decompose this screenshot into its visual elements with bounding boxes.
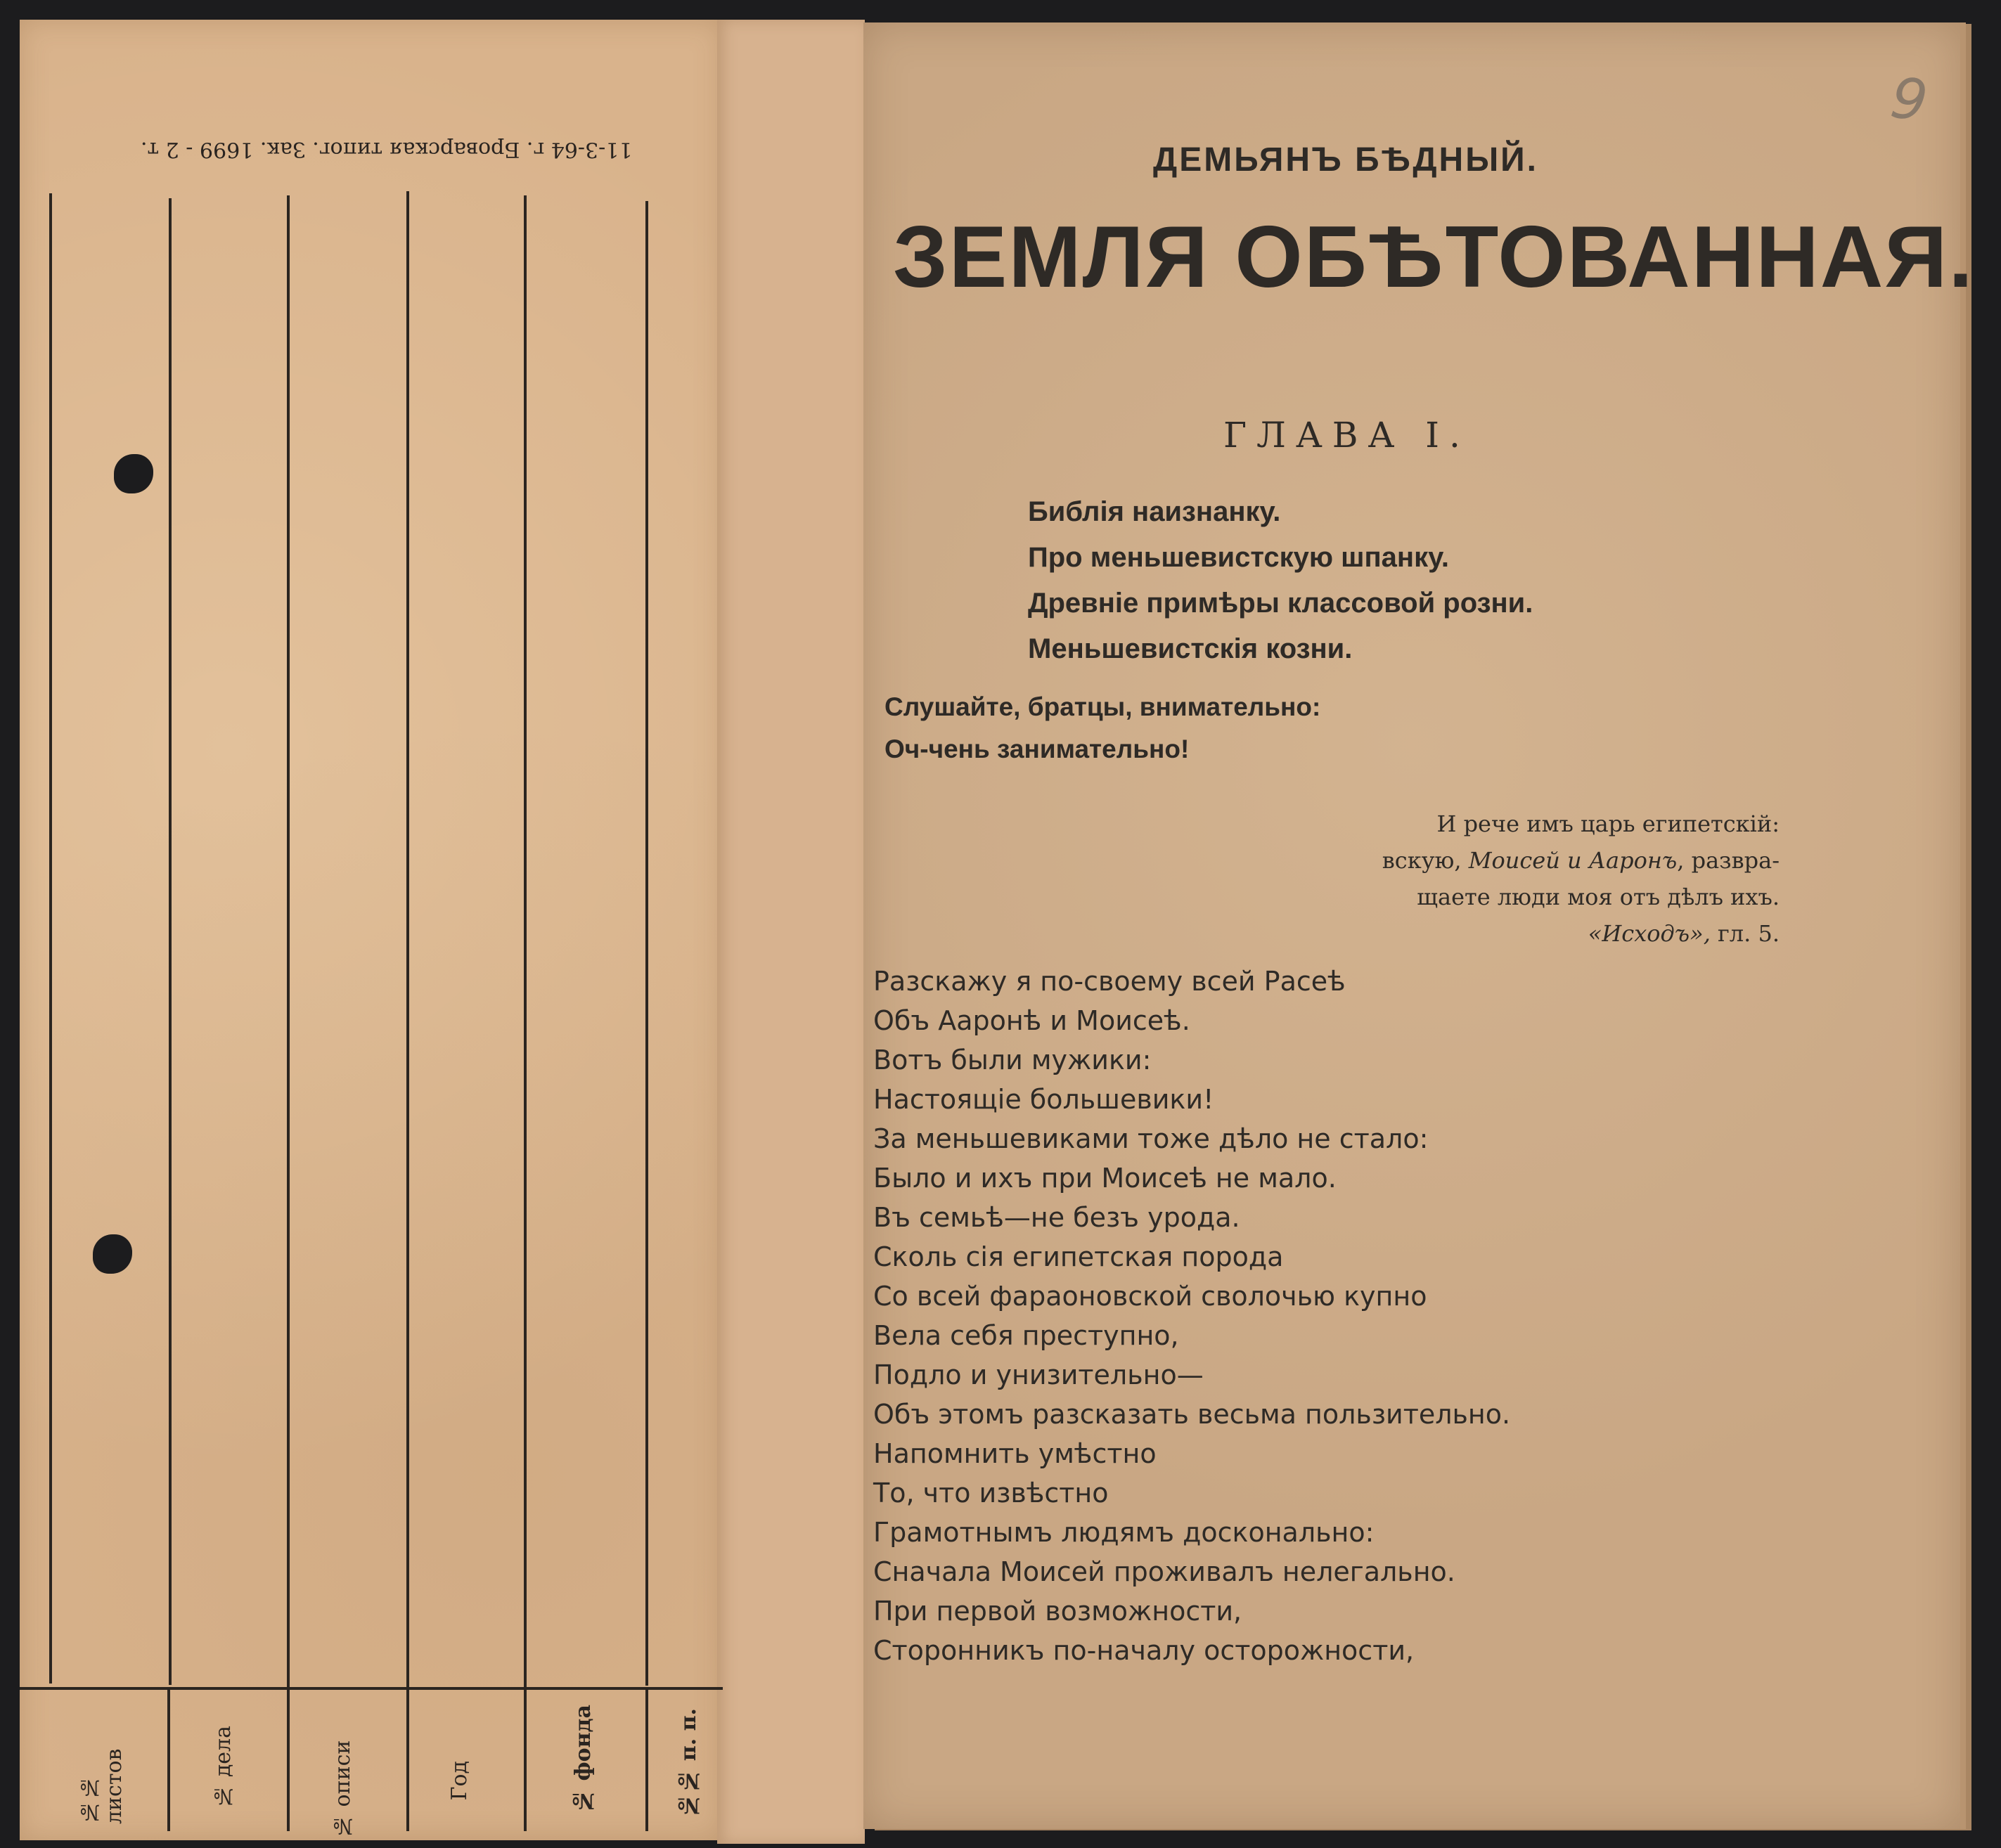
author-name: ДЕМЬЯНЪ БѢДНЫЙ. — [1153, 141, 1539, 179]
epigraph-source-book: «Исходъ», — [1588, 920, 1711, 947]
form-header-divider — [406, 1687, 409, 1831]
book-title: ЗЕМЛЯ ОБѢТОВАННАЯ. — [893, 209, 1974, 306]
poem-line: За меньшевиками тоже дѣло не стало: — [873, 1123, 1429, 1154]
form-imprint: 11-3-64 г. Броварская типог. Зак. 1699 - 2 т. — [141, 137, 633, 162]
form-rule — [169, 198, 172, 1685]
poem-line: Сторонникъ по-началу осторожности, — [873, 1635, 1415, 1666]
epigraph-names: Моисей и Ааронъ — [1468, 847, 1678, 874]
archive-form-sheet — [20, 20, 723, 1840]
epigraph-source — [1382, 915, 1780, 952]
poem-line: Разскажу я по-своему всей Расеѣ — [873, 966, 1346, 997]
form-col-fond: № фонда — [571, 1705, 596, 1813]
form-col-year: Год — [447, 1761, 472, 1801]
form-col-number: №№ п. п. — [676, 1708, 701, 1818]
form-header-rule — [20, 1687, 723, 1690]
form-rule — [524, 195, 527, 1687]
poem-body — [873, 962, 1510, 1670]
poem-line: Вела себя преступно, — [873, 1320, 1179, 1351]
intro-line: Оч-чень занимательно! — [884, 735, 1190, 763]
poem-line: Грамотнымъ людямъ досконально: — [873, 1517, 1375, 1548]
form-header-divider — [167, 1687, 170, 1831]
poem-line: Сначала Моисей проживалъ нелегально. — [873, 1556, 1455, 1587]
form-rule — [406, 191, 409, 1687]
poem-line: При первой возможности, — [873, 1596, 1242, 1627]
epigraph-text: вскую, — [1382, 847, 1469, 874]
form-rule — [49, 193, 52, 1684]
form-header-divider — [287, 1687, 290, 1831]
summary-line: Про меньшевистскую шпанку. — [1028, 542, 1449, 573]
epigraph-source-chapter: гл. 5. — [1710, 920, 1780, 947]
poem-line: Было и ихъ при Моисеѣ не мало. — [873, 1163, 1337, 1194]
epigraph-line — [1382, 842, 1780, 879]
form-header-divider — [645, 1687, 648, 1831]
poem-line: Напомнить умѣстно — [873, 1438, 1157, 1469]
form-header-divider — [524, 1687, 527, 1831]
poem-line: Вотъ были мужики: — [873, 1045, 1152, 1075]
poem-line: Въ семьѣ—не безъ урода. — [873, 1202, 1240, 1233]
epigraph-line: щаете люди моя отъ дѣлъ ихъ. — [1417, 884, 1780, 910]
summary-line: Меньшевистскія козни. — [1028, 633, 1353, 664]
poem-line: Объ этомъ разсказать весьма пользительно. — [873, 1399, 1511, 1430]
epigraph-text: , развра- — [1677, 847, 1780, 874]
form-col-opis: № описи — [330, 1740, 355, 1838]
poem-line: Подло и унизительно— — [873, 1359, 1204, 1390]
intro-lines — [884, 686, 1320, 770]
folio-number: 9 — [1886, 64, 1932, 135]
poem-line: Настоящіе большевики! — [873, 1084, 1214, 1115]
form-col-sheets: №№ листов — [77, 1748, 127, 1824]
form-col-delo: № дела — [211, 1726, 236, 1809]
poem-line: Сколь сія египетская порода — [873, 1241, 1284, 1272]
summary-line: Древніе примѣры классовой розни. — [1028, 588, 1533, 619]
poem-line: Со всей фараоновской сволочью купно — [873, 1281, 1427, 1312]
summary-line: Библія наизнанку. — [1028, 496, 1281, 527]
poem-line: Объ Ааронѣ и Моисеѣ. — [873, 1005, 1190, 1036]
epigraph — [1382, 806, 1780, 952]
form-rule — [287, 195, 290, 1687]
fold-strip — [717, 20, 865, 1844]
epigraph-line: И рече имъ царь египетскій: — [1436, 810, 1780, 837]
form-rule — [645, 201, 648, 1686]
chapter-heading: ГЛАВА I. — [1223, 415, 1470, 455]
chapter-summary — [1028, 489, 1533, 672]
poem-line: То, что извѣстно — [873, 1478, 1109, 1508]
intro-line: Слушайте, братцы, внимательно: — [884, 692, 1321, 721]
